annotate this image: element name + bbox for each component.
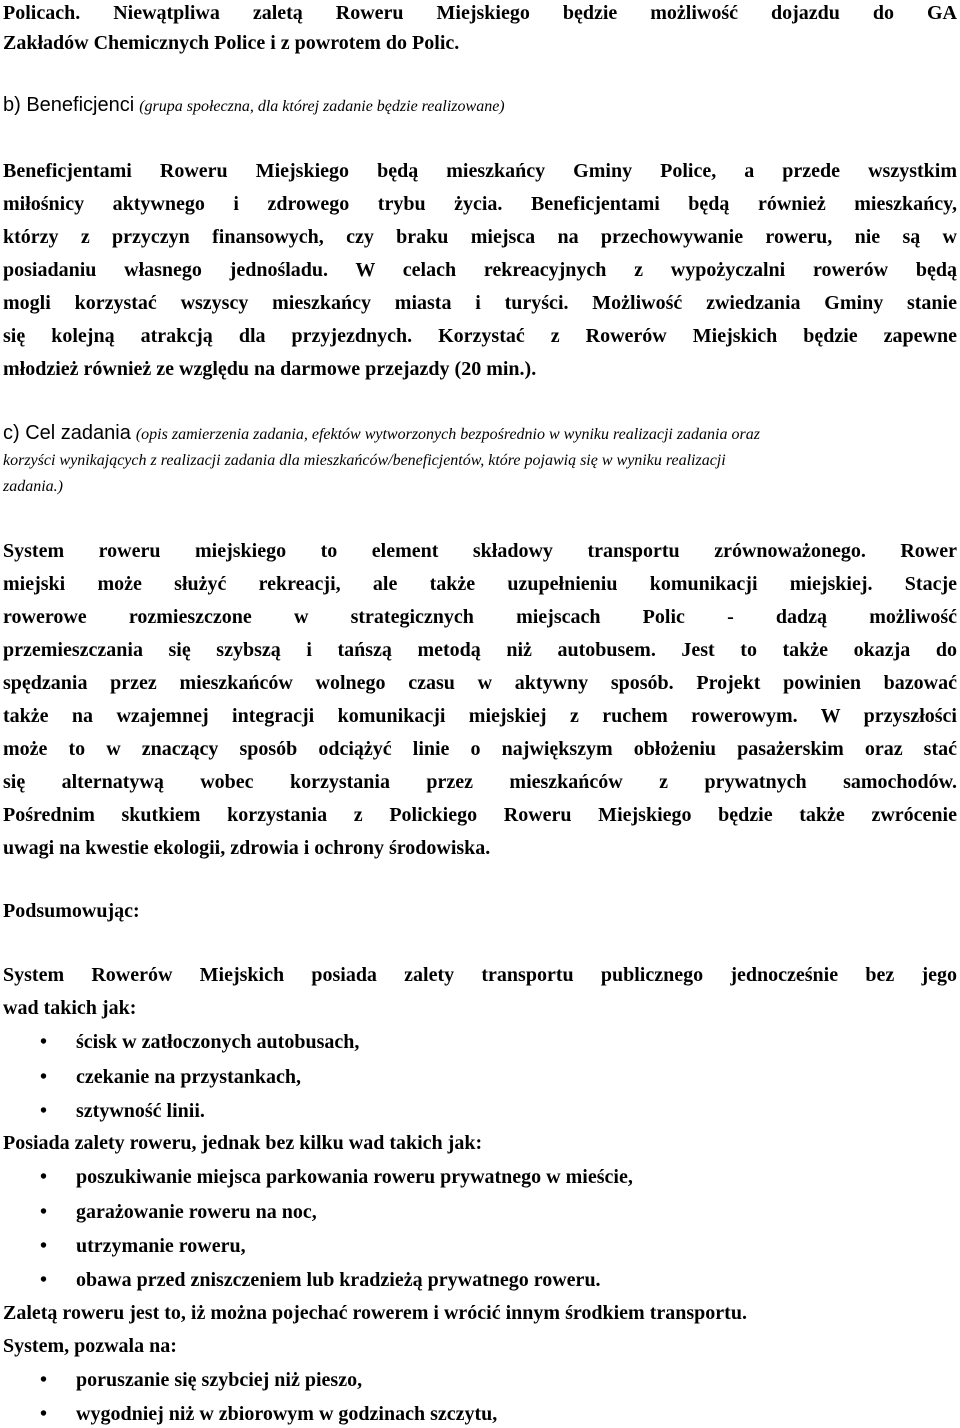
bullet-icon: • <box>40 1369 48 1391</box>
list-item-text: poruszanie się szybciej niż pieszo, <box>76 1369 363 1391</box>
list-item-text: poszukiwanie miejsca parkowania roweru prywatnego w mieście, <box>76 1166 633 1188</box>
section-b-heading-row <box>3 92 957 120</box>
section-c-heading-note-2: korzyści wynikających z realizacji zadania dla mieszkańców/beneficjentów, które pojawią się w wyniku realizacji <box>3 452 726 469</box>
summary-intro-3: System, pozwala na: <box>3 1335 177 1357</box>
section-c-line-5: spędzania przez mieszkańców wolnego czasu w aktywny sposób. Projekt powinien bazować <box>3 672 957 694</box>
list-item-text: utrzymanie roweru, <box>76 1235 246 1257</box>
section-c-line-1: System roweru miejskiego to element składowy transportu zrównoważonego. Rower <box>3 540 957 562</box>
list-item-text: sztywność linii. <box>76 1100 205 1122</box>
section-b-line-2: miłośnicy aktywnego i zdrowego trybu życia. Beneficjentami będą również mieszkańcy, <box>3 193 957 215</box>
bullet-icon: • <box>40 1235 48 1257</box>
bullet-icon: • <box>40 1403 48 1425</box>
list-item-text: ścisk w zatłoczonych autobusach, <box>76 1031 360 1053</box>
section-b-line-7: młodzież również ze względu na darmowe przejazdy (20 min.). <box>3 358 537 380</box>
section-c-line-6: także na wzajemnej integracji komunikacji miejskiej z ruchem rowerowym. W przyszłości <box>3 705 957 727</box>
list-item <box>40 1401 940 1427</box>
bullet-icon: • <box>40 1269 48 1291</box>
section-c-line-8: się alternatywą wobec korzystania przez mieszkańców z prywatnych samochodów. <box>3 771 957 793</box>
section-b-heading: b) Beneficjenci <box>3 94 135 116</box>
section-c-line-2: miejski może służyć rekreacji, ale także uzupełnieniu komunikacji miejskiej. Stacje <box>3 573 957 595</box>
list-item <box>40 1064 940 1090</box>
list-item <box>40 1199 940 1225</box>
section-c-heading-row <box>3 420 957 448</box>
summary-intro-line-2: wad takich jak: <box>3 997 137 1019</box>
section-c-line-7: może to w znaczący sposób odciążyć linie o największym obłożeniu pasażerskim oraz stać <box>3 738 957 760</box>
section-c-line-4: przemieszczania się szybszą i tańszą metodą niż autobusem. Jest to także okazja do <box>3 639 957 661</box>
list-item-text: obawa przed zniszczeniem lub kradzieżą prywatnego roweru. <box>76 1269 601 1291</box>
section-c-line-10: uwagi na kwestie ekologii, zdrowia i ochrony środowiska. <box>3 837 491 859</box>
bullet-icon: • <box>40 1166 48 1188</box>
section-b-line-4: posiadaniu własnego jednośladu. W celach rekreacyjnych z wypożyczalni rowerów będą <box>3 259 957 281</box>
list-item <box>40 1233 940 1259</box>
section-c-heading-note-1: (opis zamierzenia zadania, efektów wytworzonych bezpośrednio w wyniku realizacji zadania oraz <box>135 426 760 443</box>
bullet-icon: • <box>40 1031 48 1053</box>
summary-intro-line-1: System Rowerów Miejskich posiada zalety transportu publicznego jednocześnie bez jego <box>3 964 957 986</box>
list-item-text: czekanie na przystankach, <box>76 1066 301 1088</box>
section-b-heading-note: (grupa społeczna, dla której zadanie będzie realizowane) <box>139 98 505 115</box>
list-item <box>40 1267 940 1293</box>
list-item <box>40 1367 940 1393</box>
section-b-line-6: się kolejną atrakcją dla przyjezdnych. Korzystać z Rowerów Miejskich będzie zapewne <box>3 325 957 347</box>
section-c-line-3: rowerowe rozmieszczone w strategicznych miejscach Polic - dadzą możliwość <box>3 606 957 628</box>
bullet-icon: • <box>40 1066 48 1088</box>
list-item <box>40 1098 940 1124</box>
bullet-icon: • <box>40 1100 48 1122</box>
section-b-line-3: którzy z przyczyn finansowych, czy braku miejsca na przechowywanie roweru, nie są w <box>3 226 957 248</box>
section-c-line-9: Pośrednim skutkiem korzystania z Polickiego Roweru Miejskiego będzie także zwrócenie <box>3 804 957 826</box>
section-c-heading: c) Cel zadania <box>3 422 131 444</box>
list-item <box>40 1029 940 1055</box>
section-a-line-1: Policach. Niewątpliwa zaletą Roweru Miejskiego będzie możliwość dojazdu do GA <box>3 2 957 24</box>
section-b-line-1: Beneficjentami Roweru Miejskiego będą mieszkańcy Gminy Police, a przede wszystkim <box>3 160 957 182</box>
bullet-icon: • <box>40 1201 48 1223</box>
section-c-heading-note-3: zadania.) <box>3 478 63 495</box>
summary-intro-2: Posiada zalety roweru, jednak bez kilku wad takich jak: <box>3 1132 483 1154</box>
list-item-text: garażowanie roweru na noc, <box>76 1201 317 1223</box>
section-b-line-5: mogli korzystać wszyscy mieszkańcy miasta i turyści. Możliwość zwiedzania Gminy stanie <box>3 292 957 314</box>
summary-heading: Podsumowując: <box>3 900 140 922</box>
summary-statement: Zaletą roweru jest to, iż można pojechać rowerem i wrócić innym środkiem transportu. <box>3 1302 747 1324</box>
list-item <box>40 1164 940 1190</box>
list-item-text: wygodniej niż w zbiorowym w godzinach szczytu, <box>76 1403 498 1425</box>
section-a-line-2: Zakładów Chemicznych Police i z powrotem do Polic. <box>3 32 460 54</box>
